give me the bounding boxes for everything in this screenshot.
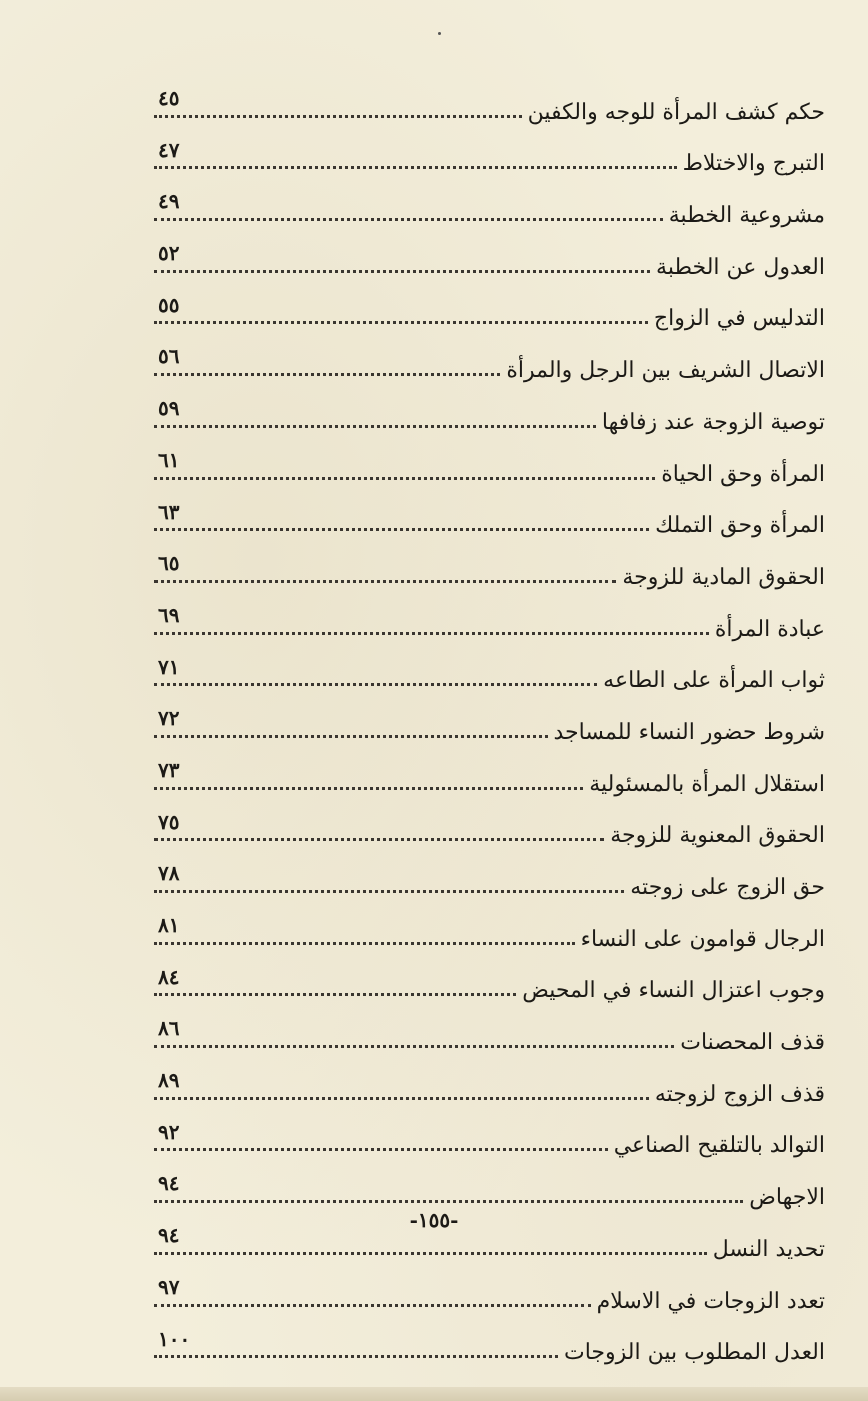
- toc-entry: [150, 78, 825, 130]
- toc-entry-page: ٤٧: [158, 137, 180, 162]
- toc-entry: [150, 698, 825, 750]
- toc-entry-title: الرجال قوامون على النساء: [580, 926, 825, 952]
- toc-entry: [150, 181, 825, 233]
- toc-entry: [150, 543, 825, 595]
- toc-entry-page: ٦١: [158, 447, 180, 472]
- toc-entry-title: تعدد الزوجات في الاسلام: [596, 1288, 825, 1314]
- toc-entry-page: ٩٤: [158, 1223, 180, 1248]
- dot-leader: [154, 683, 597, 686]
- dot-leader: [154, 166, 677, 169]
- toc-entry-title: الاتصال الشريف بين الرجل والمرأة: [506, 358, 825, 384]
- toc-entry-page: ١٠٠: [158, 1326, 191, 1351]
- toc-entry-title: قذف المحصنات: [680, 1030, 825, 1056]
- dot-leader: [154, 1304, 591, 1307]
- toc-entry-page: ٩٢: [158, 1119, 180, 1144]
- toc-entry-title: التوالد بالتلقيح الصناعي: [613, 1133, 825, 1159]
- dot-leader: [154, 1252, 707, 1255]
- page-number: -١٥٥-: [409, 1208, 459, 1232]
- toc-entry-title: المرأة وحق التملك: [655, 513, 825, 539]
- dot-leader: [154, 1045, 674, 1048]
- toc-entry-title: مشروعية الخطبة: [668, 203, 825, 229]
- toc-entry-title: توصية الزوجة عند زفافها: [601, 409, 825, 435]
- toc-entry-page: ٧٨: [158, 861, 180, 886]
- toc-entry: [150, 595, 825, 647]
- toc-entry-page: ٤٥: [158, 86, 180, 110]
- toc-entry-title: عبادة المرأة: [714, 616, 825, 642]
- dot-leader: [154, 1148, 608, 1151]
- toc-entry: [150, 905, 825, 957]
- toc-entry-page: ٧٢: [158, 706, 180, 731]
- toc-entry: [150, 1060, 825, 1112]
- toc-entry: [150, 750, 825, 802]
- toc-entry-page: ٧٥: [158, 809, 180, 834]
- toc-entry: [150, 1267, 825, 1319]
- toc-entry: [150, 802, 825, 854]
- toc-entry-title: التبرج والاختلاط: [682, 151, 825, 177]
- dot-leader: [154, 373, 500, 376]
- toc-entry-title: ثواب المرأة على الطاعه: [603, 668, 825, 694]
- toc-entry-page: ٩٧: [158, 1274, 180, 1299]
- dot-leader: [154, 1200, 743, 1203]
- toc-entry: [150, 647, 825, 699]
- ink-speck: [438, 32, 441, 35]
- dot-leader: [154, 477, 655, 480]
- dot-leader: [154, 270, 650, 273]
- toc-entry-title: الحقوق المادية للزوجة: [622, 564, 825, 590]
- dot-leader: [154, 425, 596, 428]
- toc-entry: [150, 233, 825, 285]
- toc-entry-page: ٧٣: [158, 757, 180, 782]
- toc-entry: [150, 336, 825, 388]
- toc-entry: [150, 388, 825, 440]
- toc-entry: [150, 1112, 825, 1164]
- dot-leader: [154, 890, 624, 893]
- toc-entry: [150, 440, 825, 492]
- toc-entry-page: ٦٣: [158, 499, 180, 524]
- toc-entry-page: ٨٩: [158, 1068, 180, 1093]
- toc-entry-page: ٨١: [158, 913, 180, 937]
- dot-leader: [154, 993, 516, 996]
- dot-leader: [154, 321, 648, 324]
- toc-entry-title: الاجهاض: [749, 1185, 825, 1211]
- toc-entry-title: العدل المطلوب بين الزوجات: [564, 1340, 825, 1366]
- dot-leader: [154, 632, 709, 635]
- toc-entry-page: ٩٤: [158, 1171, 180, 1196]
- toc-entry-title: العدول عن الخطبة: [656, 254, 825, 280]
- toc-entry-title: وجوب اعتزال النساء في المحيض: [522, 978, 825, 1004]
- page-edge: [0, 1387, 868, 1401]
- dot-leader: [154, 787, 583, 790]
- toc-entry-page: ٥٢: [158, 241, 180, 266]
- dot-leader: [154, 942, 575, 945]
- dot-leader: [154, 838, 604, 841]
- toc-entry-title: المرأة وحق الحياة: [661, 461, 825, 487]
- dot-leader: [154, 528, 649, 531]
- toc-entry-page: ٧١: [158, 654, 180, 679]
- toc-entry: [150, 957, 825, 1009]
- toc-entry-page: ٥٦: [158, 344, 180, 369]
- toc-entry-page: ٥٩: [158, 396, 180, 421]
- toc-entry-title: حكم كشف المرأة للوجه والكفين: [527, 99, 825, 125]
- dot-leader: [154, 1355, 558, 1358]
- dot-leader: [154, 115, 522, 118]
- toc-entry-title: استقلال المرأة بالمسئولية: [589, 771, 825, 797]
- dot-leader: [154, 1097, 649, 1100]
- toc-entry-title: الحقوق المعنوية للزوجة: [610, 823, 825, 849]
- dot-leader: [154, 580, 616, 583]
- dot-leader: [154, 735, 548, 738]
- toc-entry-page: ٦٥: [158, 551, 180, 576]
- toc-entry: [150, 853, 825, 905]
- toc-entry: [150, 285, 825, 337]
- dot-leader: [154, 218, 663, 221]
- toc-entry-title: قذف الزوج لزوجته: [654, 1081, 825, 1107]
- table-of-contents: [150, 78, 825, 1370]
- toc-entry: [150, 1008, 825, 1060]
- toc-entry-title: التدليس في الزواج: [653, 306, 825, 332]
- toc-entry: [150, 130, 825, 182]
- toc-entry: [150, 1319, 825, 1371]
- toc-entry-page: ٨٤: [158, 964, 180, 989]
- toc-entry: [150, 492, 825, 544]
- toc-entry-title: تحديد النسل: [712, 1236, 825, 1262]
- toc-entry-title: حق الزوج على زوجته: [630, 875, 825, 900]
- toc-entry-page: ٦٩: [158, 602, 180, 627]
- toc-entry-page: ٥٥: [158, 292, 180, 317]
- toc-entry-page: ٤٩: [158, 189, 180, 214]
- toc-entry-page: ٨٦: [158, 1016, 180, 1041]
- toc-entry-title: شروط حضور النساء للمساجد: [553, 719, 825, 745]
